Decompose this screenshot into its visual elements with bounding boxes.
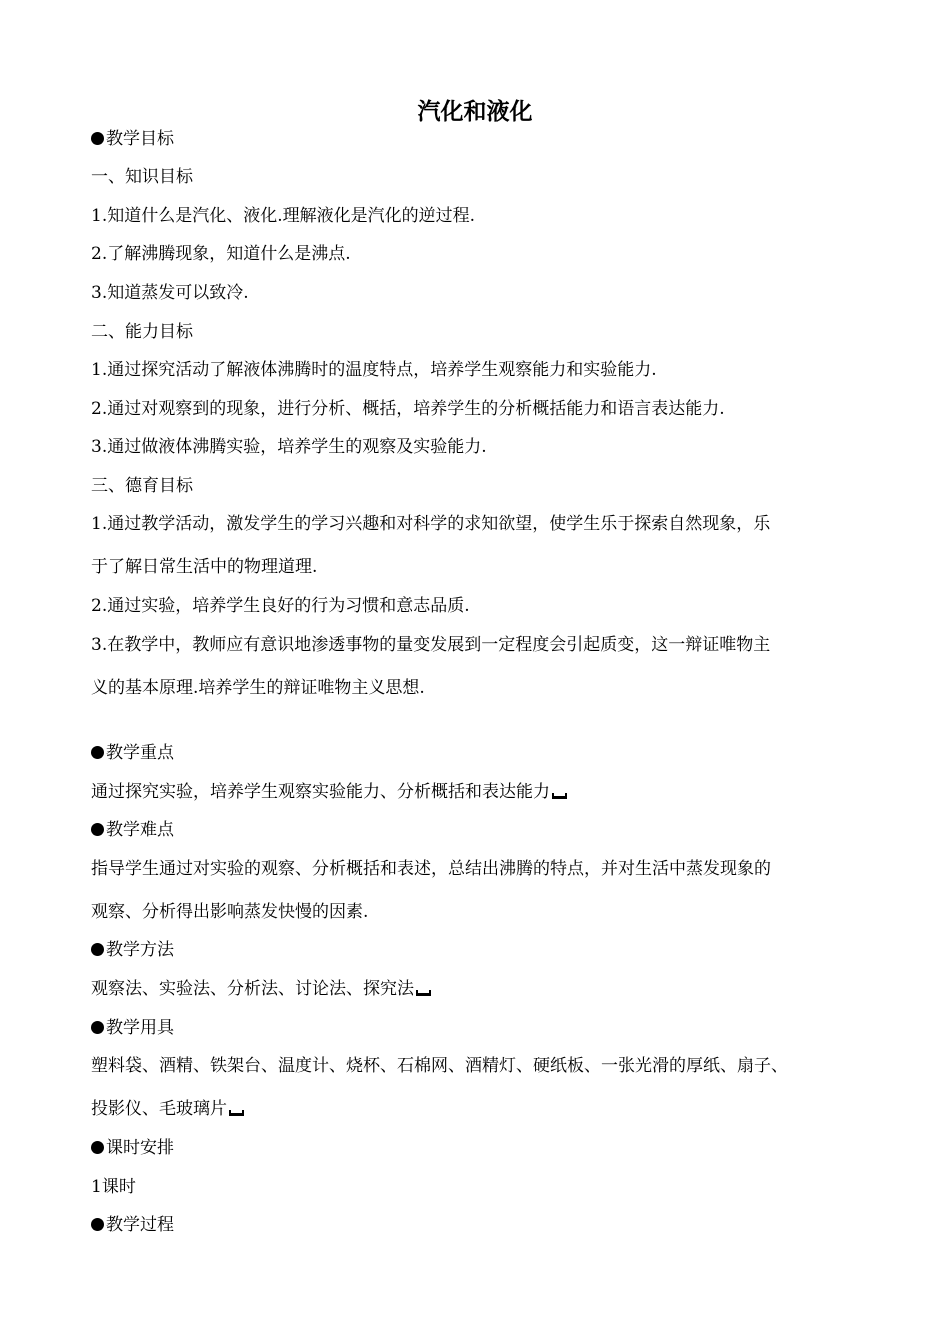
paragraph-line: 3.知道蒸发可以致冷. <box>91 283 249 303</box>
paragraph-line: 3.在教学中，教师应有意识地渗透事物的量变发展到一定程度会引起质变，这一辩证唯物主 <box>91 635 771 655</box>
document-title: 汽化和液化 <box>417 99 533 125</box>
subheading-moral: 三、德育目标 <box>91 476 193 496</box>
paragraph-line: 1.通过探究活动了解液体沸腾时的温度特点，培养学生观察能力和实验能力. <box>91 360 657 380</box>
paragraph-line: 通过探究实验，培养学生观察实验能力、分析概括和表达能力 <box>91 780 567 804</box>
end-of-line-mark-icon <box>416 990 431 996</box>
paragraph-line: 指导学生通过对实验的观察、分析概括和表述，总结出沸腾的特点，并对生活中蒸发现象的 <box>91 859 771 879</box>
end-of-line-mark-icon <box>229 1110 244 1116</box>
paragraph-line: 2.通过对观察到的现象，进行分析、概括，培养学生的分析概括能力和语言表达能力. <box>91 399 725 419</box>
paragraph-line: 投影仪、毛玻璃片 <box>91 1097 244 1121</box>
paragraph-line: 义的基本原理.培养学生的辩证唯物主义思想. <box>91 678 425 698</box>
bullet-icon <box>91 746 104 759</box>
subheading-knowledge: 一、知识目标 <box>91 167 193 187</box>
paragraph-line: 塑料袋、酒精、铁架台、温度计、烧杯、石棉网、酒精灯、硬纸板、一张光滑的厚纸、扇子、 <box>91 1056 788 1076</box>
bullet-icon <box>91 132 104 145</box>
paragraph-line: 1.知道什么是汽化、液化.理解液化是汽化的逆过程. <box>91 206 476 226</box>
paragraph-line: 2.通过实验，培养学生良好的行为习惯和意志品质. <box>91 596 470 616</box>
section-heading-difficulties: 教学难点 <box>91 818 174 842</box>
section-heading-key-points: 教学重点 <box>91 741 174 765</box>
paragraph-line: 1.通过教学活动，激发学生的学习兴趣和对科学的求知欲望，使学生乐于探索自然现象，乐 <box>91 514 771 534</box>
subheading-ability: 二、能力目标 <box>91 322 193 342</box>
bullet-icon <box>91 1218 104 1231</box>
paragraph-line: 于了解日常生活中的物理道理. <box>91 557 318 577</box>
paragraph-line: 2.了解沸腾现象，知道什么是沸点. <box>91 244 351 264</box>
bullet-icon <box>91 1141 104 1154</box>
section-heading-objectives: 教学目标 <box>91 127 174 151</box>
paragraph-line: 观察、分析得出影响蒸发快慢的因素. <box>91 902 369 922</box>
paragraph-line: 1课时 <box>91 1177 136 1197</box>
section-heading-process: 教学过程 <box>91 1213 174 1237</box>
end-of-line-mark-icon <box>552 793 567 799</box>
section-heading-methods: 教学方法 <box>91 938 174 962</box>
section-heading-tools: 教学用具 <box>91 1016 174 1040</box>
bullet-icon <box>91 943 104 956</box>
bullet-icon <box>91 823 104 836</box>
paragraph-line: 观察法、实验法、分析法、讨论法、探究法 <box>91 977 431 1001</box>
paragraph-line: 3.通过做液体沸腾实验，培养学生的观察及实验能力. <box>91 437 487 457</box>
section-heading-schedule: 课时安排 <box>91 1136 174 1160</box>
bullet-icon <box>91 1021 104 1034</box>
